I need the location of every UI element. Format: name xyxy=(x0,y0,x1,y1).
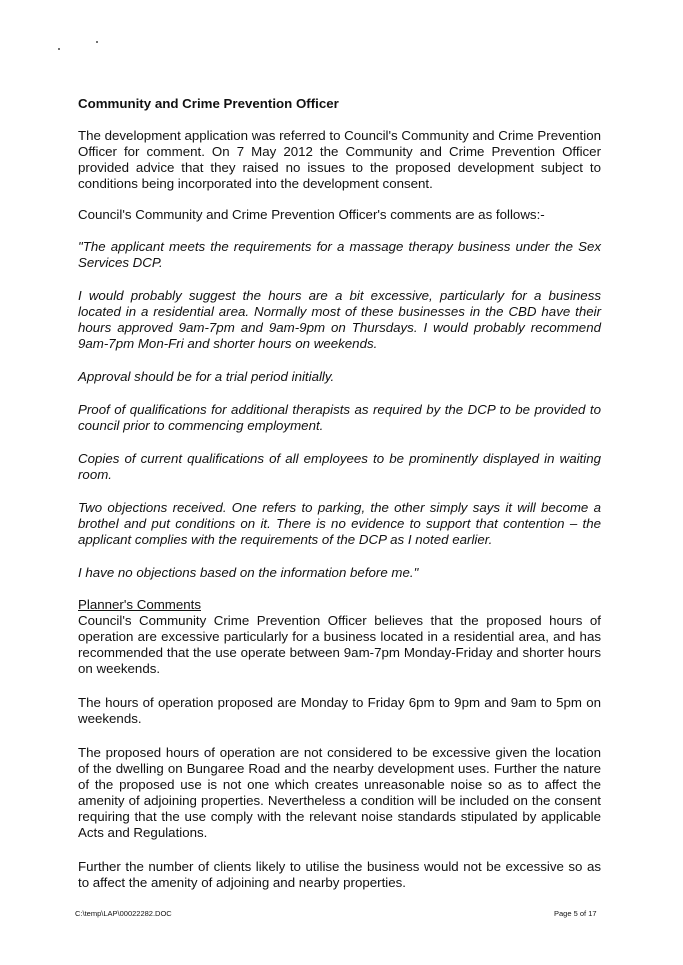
planner-paragraph: The proposed hours of operation are not considered to be excessive given the location of the dwelling on Bungaree Road and the nearby development uses. Further the nature of the proposed use is not one which creates unreasonable noise so as to affect the amenity of adjoining properties. Nevertheless a condition will be included on the consent requiring that the use comply with the relevant noise standards stipulated by applicable Acts and Regulations. xyxy=(78,745,601,840)
quote-paragraph: I have no objections based on the information before me." xyxy=(78,565,419,580)
section-heading: Community and Crime Prevention Officer xyxy=(78,96,339,111)
planner-paragraph: The hours of operation proposed are Monday to Friday 6pm to 9pm and 9am to 5pm on weekends. xyxy=(78,695,601,726)
planners-comments-heading: Planner's Comments xyxy=(78,597,201,612)
quote-paragraph: Copies of current qualifications of all employees to be prominently displayed in waiting room. xyxy=(78,451,601,482)
quote-paragraph: I would probably suggest the hours are a bit excessive, particularly for a business located in a residential area. Normally most of these businesses in the CBD have their hours approved 9am-7pm and 9am-9pm on Thursdays. I would probably recommend 9am-7pm Mon-Fri and shorter hours on weekends. xyxy=(78,288,601,351)
planner-paragraph: Council's Community Crime Prevention Officer believes that the proposed hours of operation are excessive particularly for a business located in a residential area, and has recommended that the use operate between 9am-7pm Monday-Friday and shorter hours on weekends. xyxy=(78,613,601,676)
planner-paragraph: Further the number of clients likely to utilise the business would not be excessive so as to affect the amenity of adjoining and nearby properties. xyxy=(78,859,601,890)
quote-paragraph: Two objections received. One refers to parking, the other simply says it will become a brothel and put conditions on it. There is no evidence to support that contention – the applicant complies with the requirements of the DCP as I noted earlier. xyxy=(78,500,601,547)
document-body xyxy=(78,95,601,891)
footer-file-path: C:\temp\LAP\00022282.DOC xyxy=(75,909,172,918)
intro-lead-in: Council's Community and Crime Prevention Officer's comments are as follows:- xyxy=(78,207,545,222)
quote-paragraph: Approval should be for a trial period initially. xyxy=(78,369,335,384)
intro-paragraph: The development application was referred to Council's Community and Crime Prevention Officer for comment. On 7 May 2012 the Community and Crime Prevention Officer provided advice that they raised no issues to the proposed development subject to conditions being incorporated into the development consent. xyxy=(78,128,601,191)
footer-page-number: Page 5 of 17 xyxy=(554,909,597,918)
quote-paragraph: Proof of qualifications for additional therapists as required by the DCP to be provided to council prior to commencing employment. xyxy=(78,402,601,433)
scan-marks xyxy=(58,38,108,52)
quote-paragraph: "The applicant meets the requirements for a massage therapy business under the Sex Services DCP. xyxy=(78,239,601,270)
